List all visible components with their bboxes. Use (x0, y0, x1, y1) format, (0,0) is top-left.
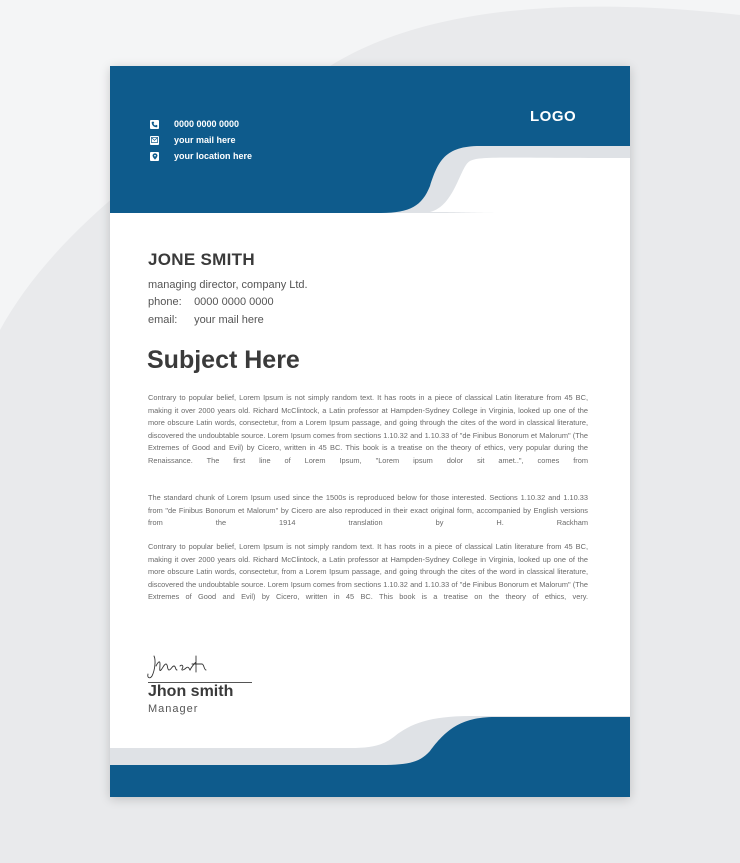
footer-band (110, 706, 630, 797)
logo: LOGO (530, 108, 577, 125)
body-paragraph-3: Contrary to popular belief, Lorem Ipsum is not simply random text. It has roots in a piece of classical Latin literature from 45 BC, making it over 2000 years old. Richard McClintock, a Latin professor at Hampden-Sydney College in Virginia, looked up one of the more obscure Latin words, consectetur, from a Lorem Ipsum passage, and going through the cites of the word in classical literature, discovered the undoubtable source. Lorem Ipsum comes from sections 1.10.32 and 1.10.33 of "de Finibus Bonorum et Malorum" (The Extremes of Good and Evil) by Cicero, written in 45 BC. This book is a treatise on the theory of ethics, very. (148, 542, 588, 602)
sender-name: JONE SMITH (148, 250, 255, 269)
phone-value: 0000 0000 0000 (194, 296, 274, 308)
sender-position: managing director, company Ltd. (148, 279, 308, 291)
subject-heading: Subject Here (147, 346, 300, 374)
phone-icon (150, 120, 159, 129)
contact-email-text: your mail here (174, 135, 236, 145)
body-paragraph-1: Contrary to popular belief, Lorem Ipsum is not simply random text. It has roots in a piece of classical Latin literature from 45 BC, making it over 2000 years old. Richard McClintock, a Latin professor at Hampden-Sydney College in Virginia, looked up one of the more obscure Latin words, consectetur, from a Lorem Ipsum passage, and going through the cites of the word in classical literature, discovered the undoubtable source. Lorem Ipsum comes from sections 1.10.32 and 1.10.33 of "de Finibus Bonorum et Malorum" (The Extremes of Good and Evil) by Cicero, written in 45 BC. This book is a treatise on the theory of ethics, very popular during the Renaissance. The first line of Lorem Ipsum, "Lorem ipsum dolor sit amet..", comes from (148, 393, 588, 465)
contact-phone (150, 119, 239, 129)
mail-icon (150, 136, 159, 145)
email-value: your mail here (194, 314, 264, 326)
letterhead-page (110, 66, 630, 797)
contact-email (150, 135, 236, 145)
signature-scribble (146, 652, 210, 682)
phone-label: phone: (148, 296, 182, 308)
signature-title: Manager (148, 703, 199, 715)
contact-phone-text: 0000 0000 0000 (174, 119, 240, 129)
contact-location (150, 151, 252, 161)
email-label: email: (148, 314, 178, 326)
contact-location-text: your location here (174, 151, 253, 161)
body-paragraph-2: The standard chunk of Lorem Ipsum used since the 1500s is reproduced below for those interested. Sections 1.10.32 and 1.10.33 from "de Finibus Bonorum et Malorum" by Cicero are also reproduced in their exact original form, accompanied by English versions from the 1914 translation by H. Rackham (148, 493, 588, 528)
signature-name: Jhon smith (148, 683, 234, 700)
sender-phone-row (148, 296, 274, 308)
sender-email-row (148, 314, 264, 326)
location-icon (150, 152, 159, 161)
